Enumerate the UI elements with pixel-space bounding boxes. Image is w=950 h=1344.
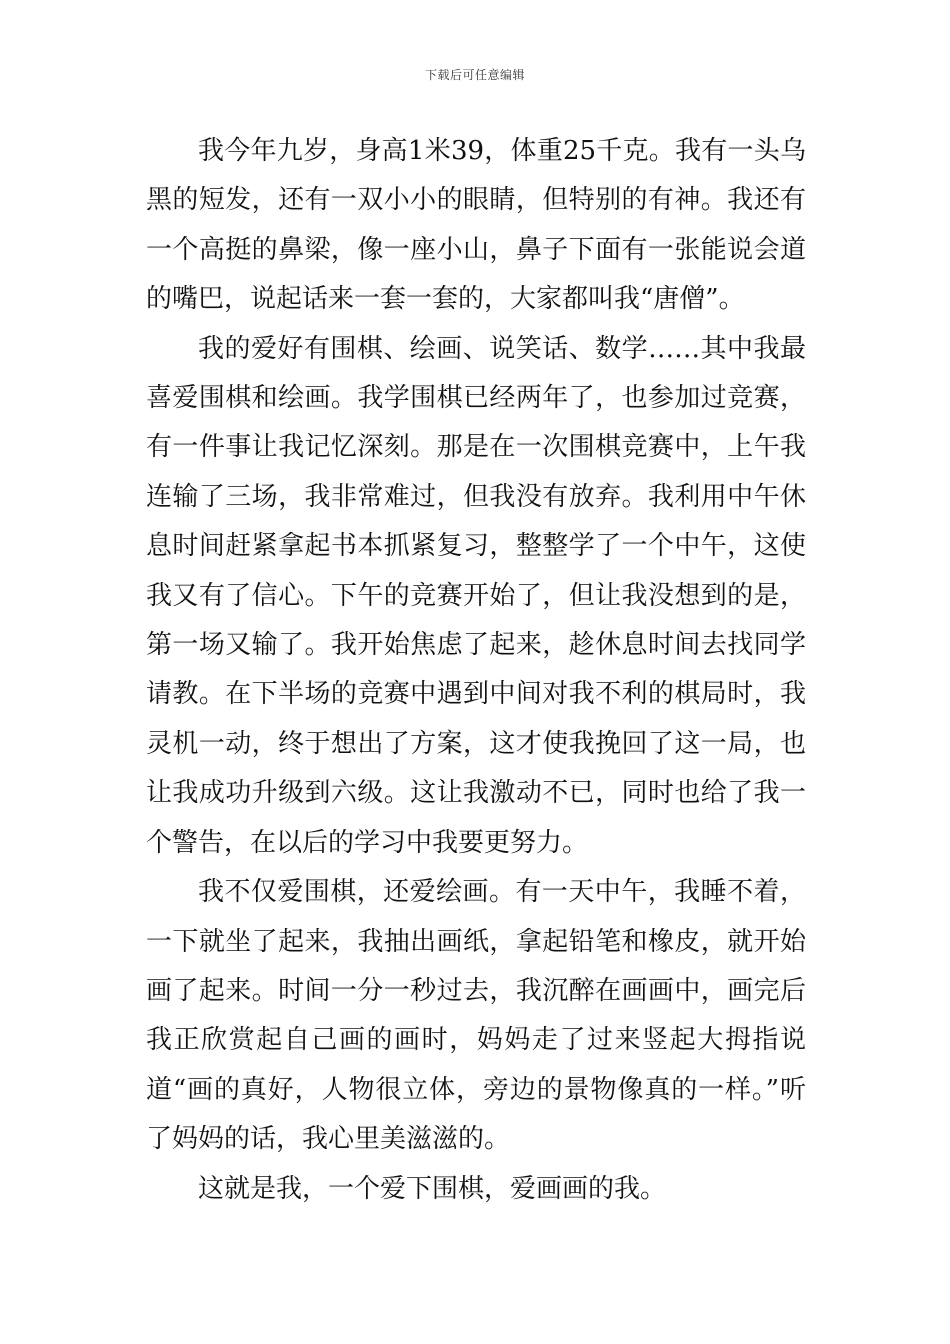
header-note: 下载后可任意编辑	[424, 68, 525, 82]
paragraph-2: 我的爱好有围棋、绘画、说笑话、数学……其中我最喜爱围棋和绘画。我学围棋已经两年了，也参加过竞赛，有一件事让我记忆深刻。那是在一次围棋竞赛中，上午我连输了三场，我非常难过，但我没有放弃。我利用中午休息时间赶紧拿起书本抓紧复习，整整学了一个中午，这使我又有了信心。下午的竞赛开始了，但让我没想到的是，第一场又输了。我开始焦虑了起来，趁休息时间去找同学请教。在下半场的竞赛中遇到中间对我不利的棋局时，我灵机一动，终于想出了方案，这才使我挽回了这一局，也让我成功升级到六级。这让我激动不已，同时也给了我一个警告，在以后的学习中我要更努力。	[146, 333, 806, 858]
paragraph-1: 我今年九岁，身高1米39，体重25千克。我有一头乌黑的短发，还有一双小小的眼睛，但特别的有神。我还有一个高挺的鼻梁，像一座小山，鼻子下面有一张能说会道的嘴巴，说起话来一套一套的，大家都叫我“唐僧”。	[146, 136, 806, 315]
paragraph-4: 这就是我，一个爱下围棋，爱画画的我。	[198, 1173, 667, 1204]
essay-body	[146, 127, 806, 1214]
paragraph-3: 我不仅爱围棋，还爱绘画。有一天中午，我睡不着，一下就坐了起来，我抽出画纸，拿起铅笔和橡皮，就开始画了起来。时间一分一秒过去，我沉醉在画画中，画完后我正欣赏起自己画的画时，妈妈走了过来竖起大拇指说道“画的真好，人物很立体，旁边的景物像真的一样。”听了妈妈的话，我心里美滋滋的。	[146, 877, 806, 1155]
